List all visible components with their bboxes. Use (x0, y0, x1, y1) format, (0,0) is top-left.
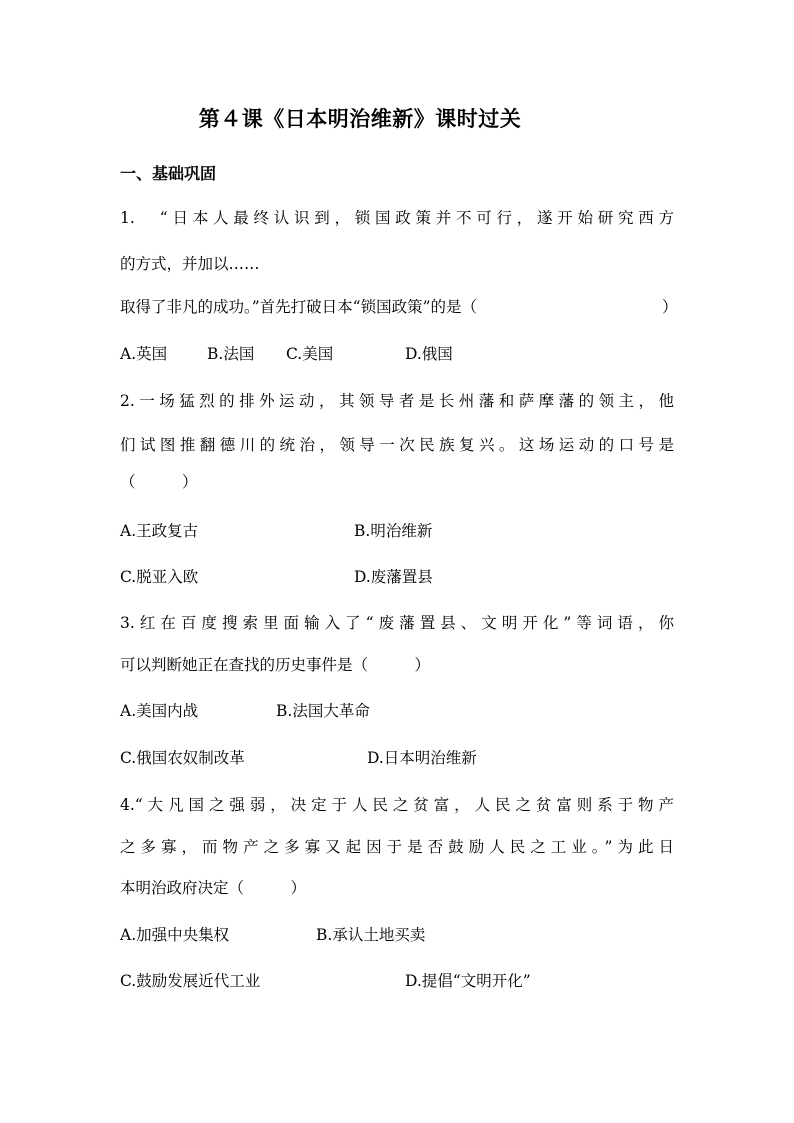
question-2-option-c: C.脱亚入欧 (120, 568, 199, 586)
question-4-line-2: 之多寡，而物产之多寡又起因于是否鼓励人民之工业。”为此日 (120, 838, 674, 856)
question-4-line-1: 4.“大凡国之强弱，决定于人民之贫富，人民之贫富则系于物产 (120, 796, 674, 814)
question-3-option-c: C.俄国农奴制改革 (120, 749, 245, 767)
section-title: 一、基础巩固 (120, 164, 217, 183)
question-1-option-b: B.法国 (207, 345, 255, 363)
page-title: 第４课《日本明治维新》课时过关 (198, 107, 522, 131)
question-3-line-1: 3.红在百度搜索里面输入了“废藩置县、文明开化”等词语，你 (120, 614, 674, 632)
question-2-line-1: 2.一场猛烈的排外运动，其领导者是长州藩和萨摩藩的领主，他 (120, 392, 674, 410)
question-2-line-2: 们试图推翻德川的统治，领导一次民族复兴。这场运动的口号是 (120, 436, 674, 454)
question-4-option-d: D.提倡“文明开化” (405, 972, 531, 990)
question-1-line-3: 取得了非凡的成功。”首先打破日本“锁国政策”的是（ (120, 298, 478, 316)
question-3-option-a: A.美国内战 (120, 702, 199, 720)
question-1-option-d: D.俄国 (405, 345, 453, 363)
question-2-option-d: D.废藩置县 (354, 568, 433, 586)
question-3-option-b: B.法国大革命 (276, 702, 370, 720)
question-4-option-c: C.鼓励发展近代工业 (120, 972, 261, 990)
question-2-line-3: （ ） (120, 473, 198, 491)
question-4-option-b: B.承认土地买卖 (316, 926, 426, 944)
question-3-option-d: D.日本明治维新 (367, 749, 477, 767)
question-2-option-b: B.明治维新 (354, 522, 433, 540)
question-1-line-2: 的方式，并加以…… (120, 255, 260, 273)
question-1-line-1: 1. “日本人最终认识到，锁国政策并不可行，遂开始研究西方 (120, 209, 674, 227)
question-4-line-3: 本明治政府决定（ ） (120, 879, 307, 897)
question-3-line-2: 可以判断她正在查找的历史事件是（ ） (120, 656, 431, 674)
question-4-option-a: A.加强中央集权 (120, 926, 230, 944)
question-2-option-a: A.王政复古 (120, 522, 199, 540)
question-1-option-c: C.美国 (286, 345, 334, 363)
question-1-option-a: A.英国 (120, 345, 168, 363)
question-1-close-paren: ） (662, 298, 678, 316)
